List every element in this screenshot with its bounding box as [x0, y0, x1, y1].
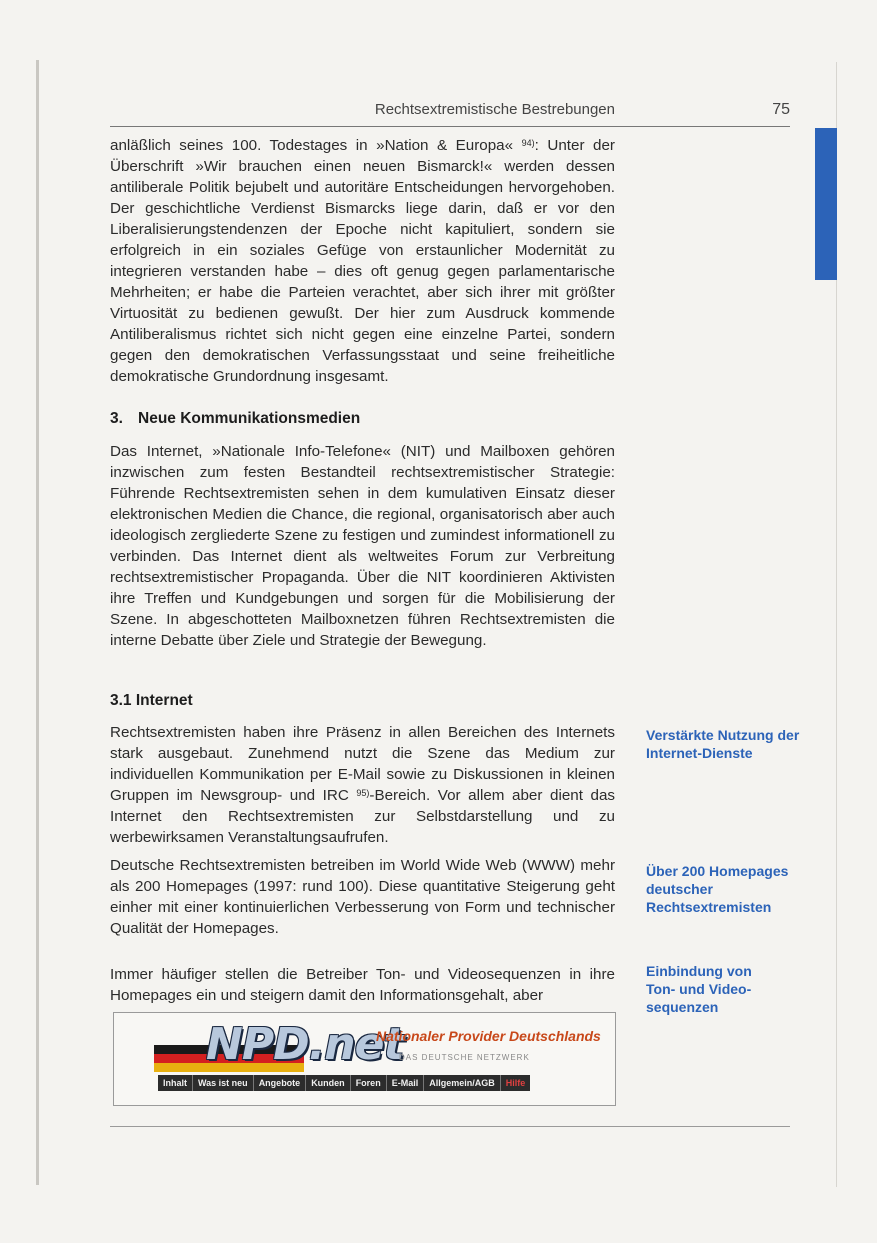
banner-nav-bar [158, 1075, 530, 1091]
margin-note-homepages: Über 200 Homepages deutscher Rechtsextremisten [646, 863, 789, 915]
footnote-ref-95[interactable]: 95) [356, 788, 370, 798]
banner-nav-item: E-Mail [387, 1075, 425, 1091]
paragraph-bismarck [110, 135, 615, 387]
paragraph-internet [110, 722, 615, 848]
page-number: 75 [772, 101, 790, 118]
banner-nav-item: Allgemein/AGB [424, 1075, 501, 1091]
banner-nav-item: Kunden [306, 1075, 351, 1091]
paragraph-text: -Bereich. Vor allem aber dient das Internet den Rechtsextremisten zur Selbstdarstellung und zu werbewirksamen Veranstaltungsaufrufen. [110, 787, 615, 846]
page-left-edge [36, 60, 39, 1185]
margin-note-internet-dienste: Verstärkte Nutzung der Internet-Dienste [646, 727, 800, 761]
paragraph-text: anläßlich seines 100. Todestages in »Nation & Europa« [110, 137, 522, 154]
banner-tagline: Nationaler Provider Deutschlands [376, 1028, 601, 1044]
banner-nav-item: Foren [351, 1075, 387, 1091]
header-rule [110, 126, 790, 127]
banner-subtagline: DAS DEUTSCHE NETZWERK [399, 1053, 530, 1062]
banner-nav-item: Was ist neu [193, 1075, 254, 1091]
running-header-title: Rechtsextremistische Bestrebungen [374, 101, 615, 118]
section-heading-3-1: 3.1 Internet [110, 692, 193, 709]
paragraph-ton-video: Immer häufiger stellen die Betreiber Ton- und Videosequenzen in ihre Homepages ein und steigern damit den Informationsgehalt, aber [110, 966, 615, 1004]
section-number: 3. [110, 410, 123, 427]
banner-nav-item: Hilfe [505, 1078, 526, 1088]
paragraph-text: : Unter der Überschrift »Wir brauchen einen neuen Bismarck!« werden dessen antiliberale Politik bejubelt und autoritäre Entscheidungen hervorgehoben. Der geschichtliche Verdienst Bismarcks liege darin, daß er vor den Liberalisierungstendenzen der Epoche nicht kapituliert, sondern sie erfolgreich in ein soziales Gefüge von erstaunlicher Modernität zu integrieren verstanden habe – dies oft genug gegen parlamentarische Mehrheiten; er habe die Parteien verachtet, aber sich ihrer mit größter Virtuosität zu bedienen gewußt. Der hier zum Ausdruck kommende Antiliberalismus richtet sich nicht gegen eine einzelne Partei, sondern gegen den demokratischen Verfassungsstaat und seine freiheitliche demokratische Grundordnung insgesamt. [110, 137, 615, 385]
footer-rule [110, 1126, 790, 1127]
footnote-ref-94[interactable]: 94) [521, 138, 535, 148]
npd-net-banner-image [113, 1012, 616, 1106]
section-heading-3 [110, 410, 360, 428]
paragraph-kommunikation: Das Internet, »Nationale Info-Telefone« (NIT) und Mailboxen gehören inzwischen zum festen Bestandteil rechtsextremistischer Strategie: Führende Rechtsextremisten sehen in dem kumulativen Einsatz dieser elektronischen Medien die Chance, die regional, organisatorisch aber auch ideologisch zergliederte Szene zu festigen und zumindest informationell zu verbinden. Das Internet dient als weltweites Forum zur Verbreitung rechtsextremistischer Propaganda. Über die NIT koordinieren Aktivisten ihre Treffen und Kundgebungen und sorgen für die Mobilisierung der Szene. In abgeschotteten Mailboxnetzen führen Rechtsextremisten die interne Debatte über Ziele und Strategie der Bewegung. [110, 443, 615, 649]
section-title: Neue Kommunikationsmedien [138, 410, 361, 427]
banner-nav-item: Inhalt [158, 1075, 193, 1091]
margin-note-ton-video: Einbindung von Ton- und Video-sequenzen [646, 963, 752, 1015]
paragraph-homepages: Deutsche Rechtsextremisten betreiben im World Wide Web (WWW) mehr als 200 Homepages (1997: rund 100). Diese quantitative Steigerung geht einher mit einer kontinuierlichen Verbesserung von Form und technischer Qualität der Homepages. [110, 857, 615, 937]
banner-nav-item: Angebote [254, 1075, 307, 1091]
chapter-tab-marker [815, 128, 837, 280]
npd-net-logo: NPD.net [206, 1019, 404, 1070]
paragraph-text: Rechtsextremisten haben ihre Präsenz in allen Bereichen des Internets stark ausgebaut. Zunehmend nutzt die Szene das Medium zur individuellen Kommunikation per E-Mail sowie zu Diskussionen in kleinen Gruppen im Newsgroup- und IRC [110, 724, 615, 804]
